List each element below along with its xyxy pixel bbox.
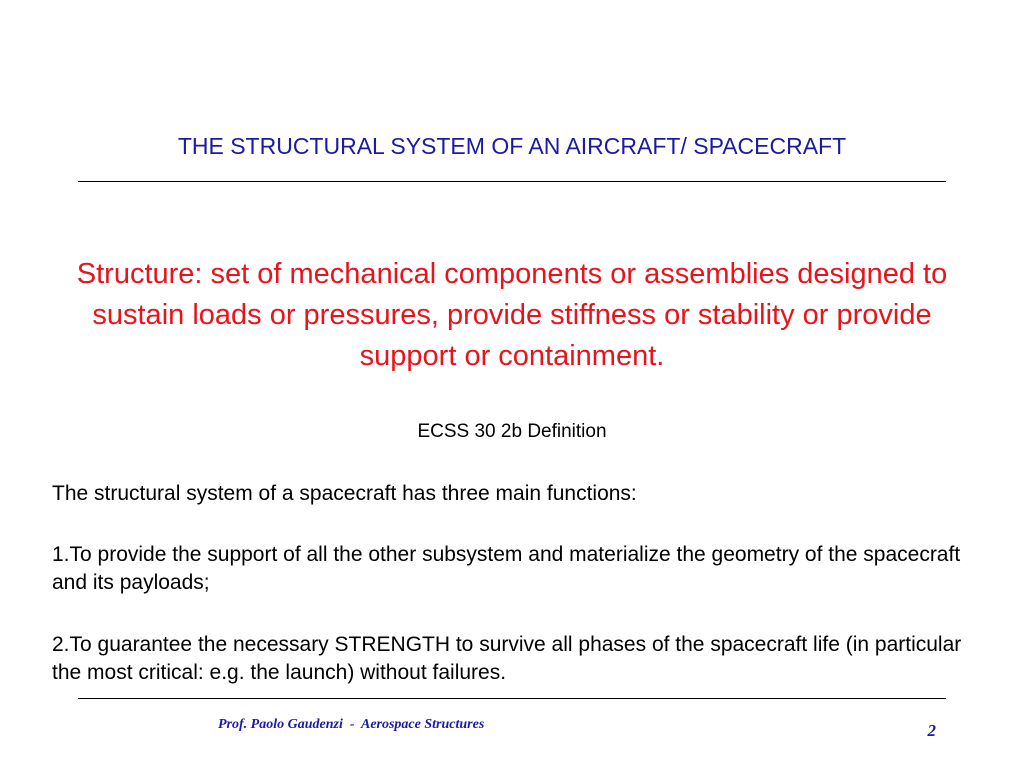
function-item-1: 1.To provide the support of all the other subsystem and materialize the geometry of the spacecraft and its payloads;	[52, 543, 961, 594]
title-divider	[78, 181, 946, 182]
page-number: 2	[927, 721, 936, 740]
structure-definition: Structure: set of mechanical components or assemblies designed to sustain loads or pressures, provide stiffness or stability or provide support or containment.	[76, 258, 948, 372]
footer-divider	[78, 698, 946, 699]
definition-source: ECSS 30 2b Definition	[417, 421, 607, 442]
slide-title: THE STRUCTURAL SYSTEM OF AN AIRCRAFT/ SPACECRAFT	[177, 133, 847, 159]
function-item-2: 2.To guarantee the necessary STRENGTH to survive all phases of the spacecraft life (in particular the most critical: e.g. the launch) without failures.	[52, 633, 962, 684]
functions-intro: The structural system of a spacecraft has three main functions:	[52, 482, 637, 505]
footer-author: Prof. Paolo Gaudenzi - Aerospace Structures	[218, 717, 485, 732]
